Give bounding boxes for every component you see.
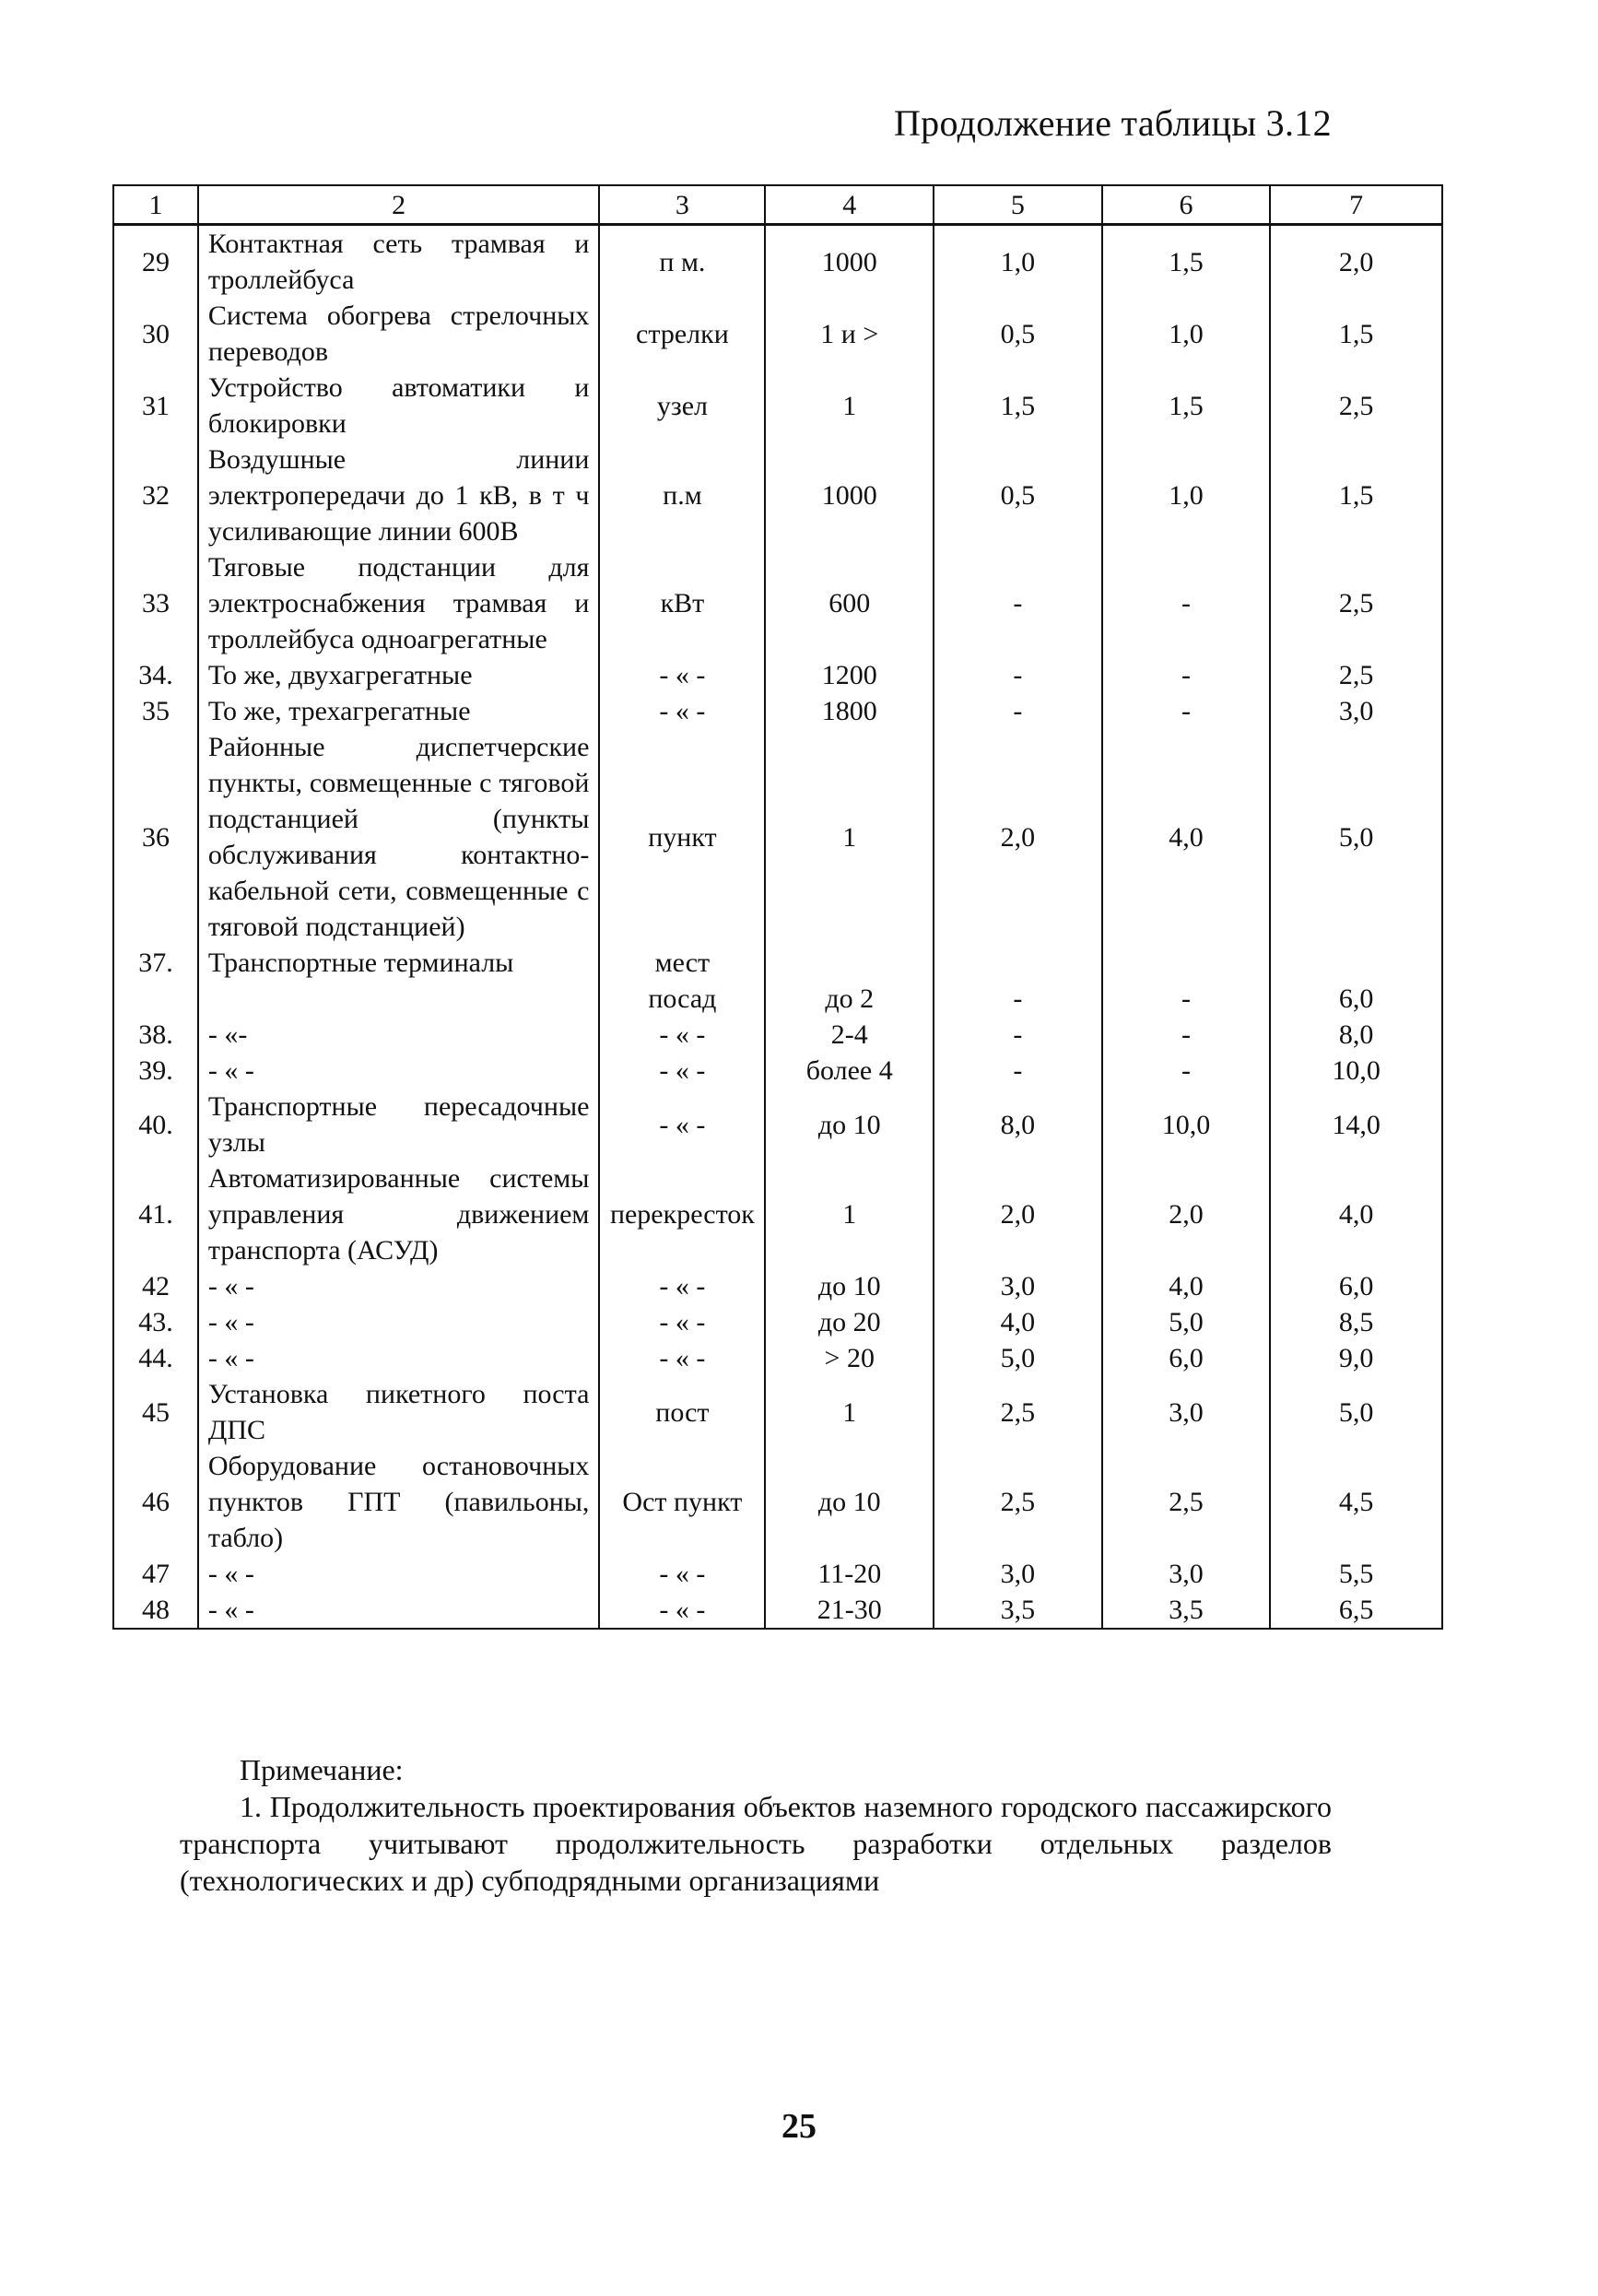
cell-unit: - « - xyxy=(599,1089,765,1160)
cell-number xyxy=(113,981,198,1017)
cell-unit: кВт xyxy=(599,549,765,657)
cell-col7: 6,5 xyxy=(1270,1592,1442,1629)
cell-value: 1 xyxy=(765,370,934,442)
cell-unit: - « - xyxy=(599,1053,765,1089)
table-row xyxy=(113,729,1442,945)
cell-unit: посад xyxy=(599,981,765,1017)
col-header-2: 2 xyxy=(198,185,600,225)
table-row xyxy=(113,693,1442,729)
cell-col6: 3,0 xyxy=(1102,1376,1271,1448)
cell-unit: п м. xyxy=(599,225,765,299)
table-row xyxy=(113,442,1442,549)
cell-object-name: Система обогрева стрелочных переводов xyxy=(198,298,600,370)
table-row xyxy=(113,225,1442,299)
cell-col6 xyxy=(1102,945,1271,981)
cell-col6: 2,5 xyxy=(1102,1448,1271,1556)
cell-value: 1000 xyxy=(765,442,934,549)
cell-col7: 8,0 xyxy=(1270,1017,1442,1053)
col-header-3: 3 xyxy=(599,185,765,225)
cell-col6: 4,0 xyxy=(1102,729,1271,945)
cell-col7: 5,5 xyxy=(1270,1556,1442,1592)
table-row xyxy=(113,945,1442,981)
col-header-6: 6 xyxy=(1102,185,1271,225)
cell-col7: 10,0 xyxy=(1270,1053,1442,1089)
table-row xyxy=(113,657,1442,693)
cell-col7: 4,5 xyxy=(1270,1448,1442,1556)
cell-value: 600 xyxy=(765,549,934,657)
cell-col5: - xyxy=(934,657,1102,693)
cell-col6: 3,5 xyxy=(1102,1592,1271,1629)
table-header-row xyxy=(113,185,1442,225)
cell-number: 32 xyxy=(113,442,198,549)
cell-number: 36 xyxy=(113,729,198,945)
cell-object-name: Установка пикетного поста ДПС xyxy=(198,1376,600,1448)
table-row xyxy=(113,1160,1442,1268)
cell-number: 44. xyxy=(113,1340,198,1376)
table-row xyxy=(113,981,1442,1017)
cell-value: > 20 xyxy=(765,1340,934,1376)
col-header-1: 1 xyxy=(113,185,198,225)
cell-number: 43. xyxy=(113,1304,198,1340)
cell-col6: 2,0 xyxy=(1102,1160,1271,1268)
cell-object-name: Тяговые подстанции для электроснабжения трамвая и троллейбуса одноагрегатные xyxy=(198,549,600,657)
cell-unit: - « - xyxy=(599,1268,765,1304)
cell-col5: 1,5 xyxy=(934,370,1102,442)
cell-value: до 10 xyxy=(765,1268,934,1304)
cell-unit: мест xyxy=(599,945,765,981)
page-number: 25 xyxy=(781,2107,817,2146)
cell-col7: 14,0 xyxy=(1270,1089,1442,1160)
cell-col5: 2,0 xyxy=(934,729,1102,945)
cell-col7: 2,5 xyxy=(1270,549,1442,657)
cell-col6: 1,0 xyxy=(1102,442,1271,549)
cell-number: 39. xyxy=(113,1053,198,1089)
cell-object-name: Оборудование остановочных пунктов ГПТ (павильоны, табло) xyxy=(198,1448,600,1556)
cell-unit: - « - xyxy=(599,693,765,729)
cell-col5: 0,5 xyxy=(934,298,1102,370)
cell-object-name: - « - xyxy=(198,1340,600,1376)
durations-table xyxy=(112,184,1443,1630)
cell-number: 30 xyxy=(113,298,198,370)
cell-col7: 5,0 xyxy=(1270,729,1442,945)
cell-value: 2-4 xyxy=(765,1017,934,1053)
cell-col6: 1,5 xyxy=(1102,370,1271,442)
table-row xyxy=(113,1017,1442,1053)
col-header-7: 7 xyxy=(1270,185,1442,225)
table-caption: Продолжение таблицы 3.12 xyxy=(894,102,1332,144)
table-row xyxy=(113,1268,1442,1304)
cell-object-name: Автоматизированные системы управления движением транспорта (АСУД) xyxy=(198,1160,600,1268)
cell-unit: стрелки xyxy=(599,298,765,370)
cell-value: 1 xyxy=(765,1376,934,1448)
cell-value: 1800 xyxy=(765,693,934,729)
cell-object-name: - « - xyxy=(198,1556,600,1592)
cell-col5: - xyxy=(934,1017,1102,1053)
table-row xyxy=(113,370,1442,442)
cell-col6: 4,0 xyxy=(1102,1268,1271,1304)
cell-number: 40. xyxy=(113,1089,198,1160)
col-header-5: 5 xyxy=(934,185,1102,225)
cell-col6: 5,0 xyxy=(1102,1304,1271,1340)
cell-col5: - xyxy=(934,981,1102,1017)
cell-number: 29 xyxy=(113,225,198,299)
cell-number: 35 xyxy=(113,693,198,729)
cell-unit: - « - xyxy=(599,1556,765,1592)
note-item: 1. Продолжительность проектирования объектов наземного городского пассажирского транспорта учитывают продолжительность разработки отдельных разделов (технологических и др) субподрядными организациями xyxy=(180,1790,1332,1897)
cell-unit: - « - xyxy=(599,1017,765,1053)
cell-unit: - « - xyxy=(599,1592,765,1629)
cell-col7: 2,5 xyxy=(1270,657,1442,693)
cell-unit: пункт xyxy=(599,729,765,945)
cell-col6: 1,0 xyxy=(1102,298,1271,370)
cell-number: 41. xyxy=(113,1160,198,1268)
cell-col5: 8,0 xyxy=(934,1089,1102,1160)
cell-unit: - « - xyxy=(599,1340,765,1376)
cell-number: 33 xyxy=(113,549,198,657)
cell-unit: п.м xyxy=(599,442,765,549)
cell-col5 xyxy=(934,945,1102,981)
cell-col5: 1,0 xyxy=(934,225,1102,299)
cell-col5: 2,0 xyxy=(934,1160,1102,1268)
table-row xyxy=(113,298,1442,370)
cell-value: 21-30 xyxy=(765,1592,934,1629)
cell-object-name: - « - xyxy=(198,1268,600,1304)
cell-col7: 8,5 xyxy=(1270,1304,1442,1340)
cell-value: более 4 xyxy=(765,1053,934,1089)
cell-object-name: То же, трехагрегатные xyxy=(198,693,600,729)
note-heading: Примечание: xyxy=(240,1753,404,1786)
cell-col7: 4,0 xyxy=(1270,1160,1442,1268)
cell-col6: - xyxy=(1102,1053,1271,1089)
cell-col5: 3,0 xyxy=(934,1268,1102,1304)
cell-unit: узел xyxy=(599,370,765,442)
table-row xyxy=(113,1304,1442,1340)
cell-col7: 1,5 xyxy=(1270,442,1442,549)
cell-value: до 2 xyxy=(765,981,934,1017)
cell-col5: - xyxy=(934,549,1102,657)
cell-col6: - xyxy=(1102,549,1271,657)
cell-col7: 5,0 xyxy=(1270,1376,1442,1448)
cell-col5: - xyxy=(934,1053,1102,1089)
cell-col7 xyxy=(1270,945,1442,981)
cell-object-name: - « - xyxy=(198,1592,600,1629)
table-row xyxy=(113,1448,1442,1556)
cell-number: 42 xyxy=(113,1268,198,1304)
cell-number: 34. xyxy=(113,657,198,693)
table-row xyxy=(113,1556,1442,1592)
cell-col7: 9,0 xyxy=(1270,1340,1442,1376)
table-row xyxy=(113,549,1442,657)
cell-object-name: Транспортные терминалы xyxy=(198,945,600,981)
cell-object-name: - « - xyxy=(198,1053,600,1089)
cell-col7: 1,5 xyxy=(1270,298,1442,370)
cell-col6: 6,0 xyxy=(1102,1340,1271,1376)
cell-object-name: Контактная сеть трамвая и троллейбуса xyxy=(198,225,600,299)
cell-value: до 10 xyxy=(765,1448,934,1556)
cell-col5: 2,5 xyxy=(934,1448,1102,1556)
cell-col7: 6,0 xyxy=(1270,1268,1442,1304)
table-row xyxy=(113,1053,1442,1089)
cell-object-name: Транспортные пересадочные узлы xyxy=(198,1089,600,1160)
cell-value: 1000 xyxy=(765,225,934,299)
cell-col5: 3,0 xyxy=(934,1556,1102,1592)
cell-col5: 3,5 xyxy=(934,1592,1102,1629)
cell-col6: 1,5 xyxy=(1102,225,1271,299)
cell-col6: - xyxy=(1102,657,1271,693)
cell-col5: 0,5 xyxy=(934,442,1102,549)
cell-col7: 6,0 xyxy=(1270,981,1442,1017)
cell-value: 1200 xyxy=(765,657,934,693)
cell-object-name: - «- xyxy=(198,1017,600,1053)
col-header-4: 4 xyxy=(765,185,934,225)
cell-number: 46 xyxy=(113,1448,198,1556)
table-row xyxy=(113,1592,1442,1629)
table-row xyxy=(113,1376,1442,1448)
cell-value: 1 xyxy=(765,1160,934,1268)
cell-value xyxy=(765,945,934,981)
cell-unit: перекресток xyxy=(599,1160,765,1268)
cell-number: 38. xyxy=(113,1017,198,1053)
cell-col7: 2,0 xyxy=(1270,225,1442,299)
cell-col5: 2,5 xyxy=(934,1376,1102,1448)
cell-number: 31 xyxy=(113,370,198,442)
cell-col6: 10,0 xyxy=(1102,1089,1271,1160)
cell-object-name xyxy=(198,981,600,1017)
table-row xyxy=(113,1089,1442,1160)
cell-unit: - « - xyxy=(599,657,765,693)
cell-value: до 20 xyxy=(765,1304,934,1340)
cell-col5: 5,0 xyxy=(934,1340,1102,1376)
cell-value: 1 и > xyxy=(765,298,934,370)
cell-number: 47 xyxy=(113,1556,198,1592)
table-row xyxy=(113,1340,1442,1376)
cell-object-name: Районные диспетчерские пункты, совмещенные с тяговой подстанцией (пункты обслуживания контактно-кабельной сети, совмещенные с тяговой подстанцией) xyxy=(198,729,600,945)
cell-col6: - xyxy=(1102,981,1271,1017)
cell-number: 48 xyxy=(113,1592,198,1629)
cell-number: 37. xyxy=(113,945,198,981)
cell-value: до 10 xyxy=(765,1089,934,1160)
cell-col5: - xyxy=(934,693,1102,729)
cell-value: 11-20 xyxy=(765,1556,934,1592)
cell-value: 1 xyxy=(765,729,934,945)
cell-col7: 2,5 xyxy=(1270,370,1442,442)
cell-col6: 3,0 xyxy=(1102,1556,1271,1592)
cell-unit: пост xyxy=(599,1376,765,1448)
cell-object-name: Устройство автоматики и блокировки xyxy=(198,370,600,442)
cell-unit: - « - xyxy=(599,1304,765,1340)
cell-object-name: Воздушные линии электропередачи до 1 кВ, в т ч усиливающие линии 600В xyxy=(198,442,600,549)
cell-col7: 3,0 xyxy=(1270,693,1442,729)
cell-object-name: То же, двухагрегатные xyxy=(198,657,600,693)
cell-col6: - xyxy=(1102,1017,1271,1053)
note-block xyxy=(180,1751,1332,1899)
cell-number: 45 xyxy=(113,1376,198,1448)
cell-col6: - xyxy=(1102,693,1271,729)
cell-col5: 4,0 xyxy=(934,1304,1102,1340)
cell-unit: Ост пункт xyxy=(599,1448,765,1556)
cell-object-name: - « - xyxy=(198,1304,600,1340)
